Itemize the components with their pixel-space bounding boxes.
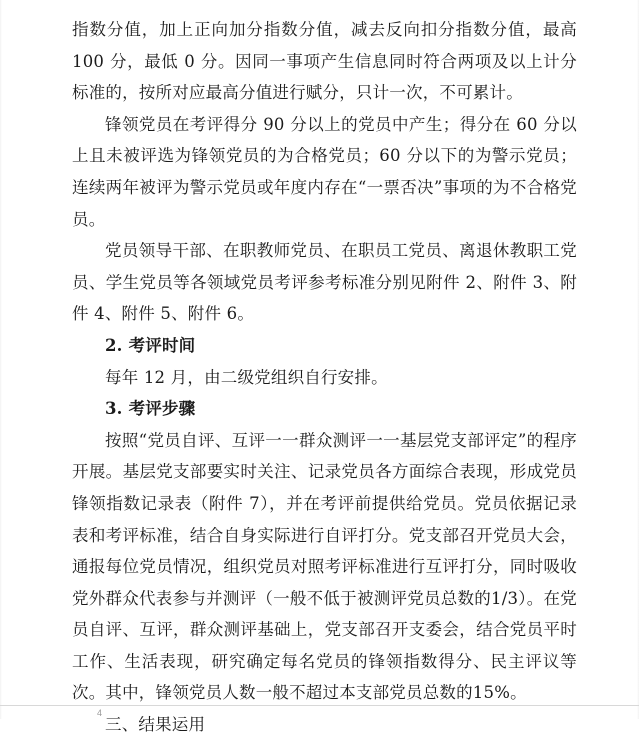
page-number: 4 (97, 708, 103, 718)
heading-evaluation-time: 2. 考评时间 (105, 335, 196, 355)
paragraph-evaluation-time-detail: 每年 12 月，由二级党组织自行安排。 (105, 367, 388, 387)
page-left-edge (0, 0, 2, 719)
section-heading-results-application: 三、结果运用 (105, 715, 206, 735)
footer-divider (0, 705, 639, 706)
paragraph-attachment-references: 党员领导干部、在职教师党员、在职员工党员、离退休教职工党员、学生党员等各领域党员考评参考标准分别见附件 2、附件 3、附件 4、附件 5、附件 6。 (72, 241, 577, 324)
document-text-body (72, 14, 577, 741)
paragraph-evaluation-steps-detail: 按照“党员自评、互评一一群众测评一一基层党支部评定”的程序开展。基层党支部要实时关注、记录党员各方面综合表现，形成党员锋领指数记录表（附件 7），并在考评前提供给党员。党员依据记录表和考评标准，结合自身实际进行自评打分。党支部召开党员大会，通报每位党员情况，组织党员对照考评标准进行互评打分，同时吸收党外群众代表参与并测评（一般不低于被测评党员总数的1/3）。在党员自评、互评，群众测评基础上，党支部召开支委会，结合党员平时工作、生活表现，研究确定每名党员的锋领指数得分、民主评议等次。其中，锋领党员人数一般不超过本支部党员总数的15%。 (72, 430, 577, 703)
heading-evaluation-steps: 3. 考评步骤 (105, 399, 196, 419)
paragraph-continuation: 指数分值，加上正向加分指数分值，减去反向扣分指数分值，最高 100 分，最低 0 分。因同一事项产生信息同时符合两项及以上计分标准的，按所对应最高分值进行赋分，只计一次，不可累计。 (72, 20, 577, 103)
paragraph-feng-ling-criteria: 锋领党员在考评得分 90 分以上的党员中产生；得分在 60 分以上且未被评选为锋领党员的为合格党员；60 分以下的为警示党员；连续两年被评为警示党员或年度内存在“一票否决”事项的为不合格党员。 (72, 114, 577, 229)
